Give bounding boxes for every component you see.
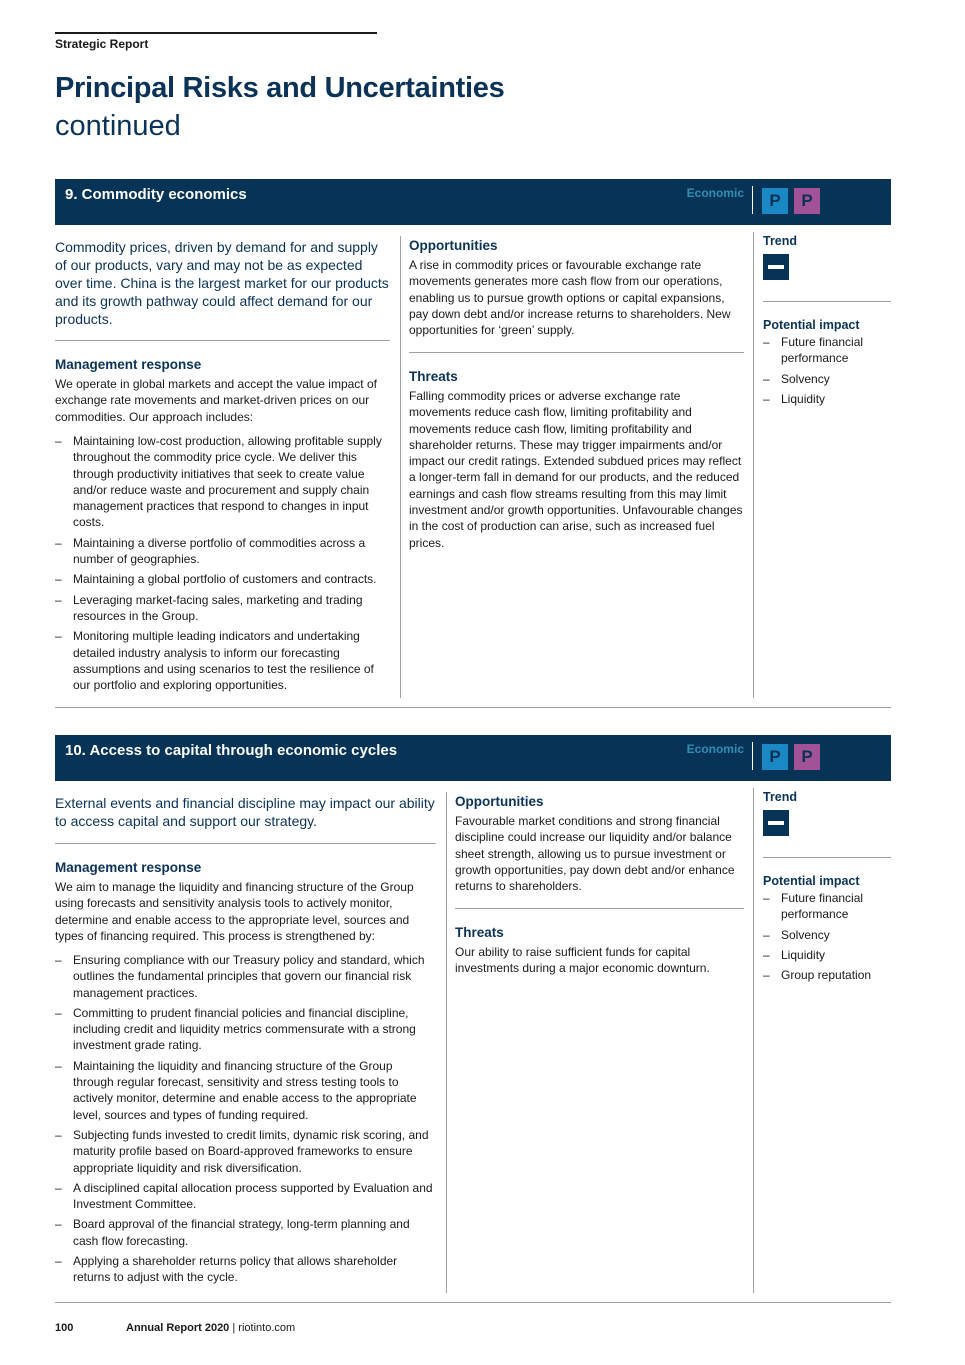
category-divider — [752, 742, 753, 770]
divider — [455, 908, 744, 909]
impact-list — [763, 334, 891, 411]
impact-heading: Potential impact — [763, 318, 860, 332]
section-divider — [55, 707, 891, 708]
management-heading: Management response — [55, 357, 202, 372]
impact-list — [763, 890, 891, 987]
trend-stable-icon — [763, 810, 789, 836]
threats-text: Falling commodity prices or adverse exchange rate movements reduce cash flow, limiting profitability and movements reduce cash flow, limiting profitability and shareholder returns. These may trigger impairments and/or impact our credit ratings. Extended subdued prices may reflect a longer-term fall in demand for our products, and the reduced earnings and cash flow streams resulting from this may limit investment and/or growth opportunities. Unfavourable changes in the cost of production can arise, such as increased fuel prices. — [409, 389, 743, 550]
list-item: – A disciplined capital allocation process supported by Evaluation and Investment Committee. — [55, 1180, 436, 1213]
column-divider — [400, 236, 401, 698]
threats-heading: Threats — [455, 925, 504, 940]
section-label: Strategic Report — [55, 37, 149, 51]
opportunities-text: Favourable market conditions and strong financial discipline could increase our liquidity and/or balance sheet strength, allowing us to pursue investment or growth opportunities, pay down debt and/or enhance returns to shareholders. — [455, 814, 735, 894]
threats-heading: Threats — [409, 369, 458, 384]
opportunities-heading: Opportunities — [455, 794, 544, 809]
impact-heading: Potential impact — [763, 874, 860, 888]
management-intro: We operate in global markets and accept the value impact of exchange rate movements and market-driven prices on our commodities. Our approach includes: — [55, 377, 377, 424]
risk-10-lead: External events and financial discipline may impact our ability to access capital and support our strategy. — [55, 795, 435, 829]
list-item: – Group reputation — [763, 967, 891, 983]
divider — [55, 843, 436, 844]
column-divider — [753, 232, 754, 698]
footer-report — [126, 1322, 295, 1334]
principal-badge-pink: P — [794, 188, 820, 214]
trend-heading: Trend — [763, 234, 798, 248]
column-divider — [446, 792, 447, 1293]
list-item: – Maintaining low-cost production, allowing profitable supply throughout the commodity price cycle. We deliver this through productivity initiatives that seek to create value and/or reduce waste and procurement and supply chain management practices that respond to changes in input costs. — [55, 433, 390, 531]
principal-badge-pink: P — [794, 744, 820, 770]
category-divider — [752, 186, 753, 214]
page-number: 100 — [55, 1322, 74, 1334]
trend-stable-icon — [763, 254, 789, 280]
risk-title: 9. Commodity economics — [65, 186, 247, 203]
principal-badge-blue: P — [762, 744, 788, 770]
site-link[interactable]: riotinto.com — [238, 1322, 296, 1334]
list-item: – Maintaining a global portfolio of customers and contracts. — [55, 571, 390, 587]
list-item: – Future financial performance — [763, 334, 891, 367]
category-label: Economic — [686, 742, 744, 756]
list-item: – Monitoring multiple leading indicators and undertaking detailed industry analysis to inform our forecasting assumptions and using scenarios to test the resilience of our portfolio and exploring opportunities. — [55, 628, 390, 693]
list-item: – Ensuring compliance with our Treasury policy and standard, which outlines the fundamental principles that govern our financial risk management practices. — [55, 952, 436, 1001]
management-list — [55, 433, 390, 697]
list-item: – Liquidity — [763, 947, 891, 963]
list-item: – Solvency — [763, 371, 891, 387]
page-title: Principal Risks and Uncertainties — [55, 72, 505, 104]
list-item: – Board approval of the financial strategy, long-term planning and cash flow forecasting. — [55, 1216, 436, 1249]
management-heading: Management response — [55, 860, 202, 875]
list-item: – Maintaining the liquidity and financing structure of the Group through regular forecast, sensitivity and stress testing tools to actively monitor, determine and enable access to the appropriate level, sources and types of funding required. — [55, 1058, 436, 1123]
divider — [55, 340, 390, 341]
trend-heading: Trend — [763, 790, 798, 804]
risk-title: 10. Access to capital through economic cycles — [65, 742, 398, 759]
list-item: – Maintaining a diverse portfolio of commodities across a number of geographies. — [55, 535, 390, 568]
opportunities-heading: Opportunities — [409, 238, 498, 253]
management-intro: We aim to manage the liquidity and financing structure of the Group using forecasts and sensitivity analysis tools to actively monitor, determine and enable access to the appropriate level, sources and types of financing required. This process is strengthened by: — [55, 880, 414, 943]
footer-separator: | — [232, 1322, 236, 1334]
divider — [763, 857, 891, 858]
list-item: – Solvency — [763, 927, 891, 943]
divider — [763, 301, 891, 302]
list-item: – Subjecting funds invested to credit limits, dynamic risk scoring, and maturity profile based on Board-approved frameworks to ensure appropriate liquidity and risk diversification. — [55, 1127, 436, 1176]
threats-text: Our ability to raise sufficient funds for capital investments during a major economic downturn. — [455, 945, 710, 976]
category-label: Economic — [686, 186, 744, 200]
risk-9-lead: Commodity prices, driven by demand for and supply of our products, vary and may not be as expected over time. China is the largest market for our products and its growth pathway could affect demand for our products. — [55, 239, 389, 327]
page-subtitle: continued — [55, 110, 181, 142]
list-item: – Liquidity — [763, 391, 891, 407]
list-item: – Applying a shareholder returns policy that allows shareholder returns to adjust with the cycle. — [55, 1253, 436, 1286]
list-item: – Future financial performance — [763, 890, 891, 923]
top-rule — [55, 32, 377, 34]
risk-10-header — [55, 735, 891, 781]
section-divider — [55, 1302, 891, 1303]
principal-badge-blue: P — [762, 188, 788, 214]
report-name: Annual Report 2020 — [126, 1322, 230, 1334]
risk-9-header — [55, 179, 891, 225]
list-item: – Committing to prudent financial policies and financial discipline, including credit and liquidity metrics commensurate with a strong investment grade rating. — [55, 1005, 436, 1054]
divider — [409, 352, 744, 353]
management-list — [55, 952, 436, 1290]
list-item: – Leveraging market-facing sales, marketing and trading resources in the Group. — [55, 592, 390, 625]
column-divider — [753, 788, 754, 1293]
opportunities-text: A rise in commodity prices or favourable exchange rate movements generates more cash flow from our operations, enabling us to pursue growth options or capital expansions, pay down debt and/or increase returns to shareholders. New opportunities for ‘green’ supply. — [409, 258, 731, 338]
